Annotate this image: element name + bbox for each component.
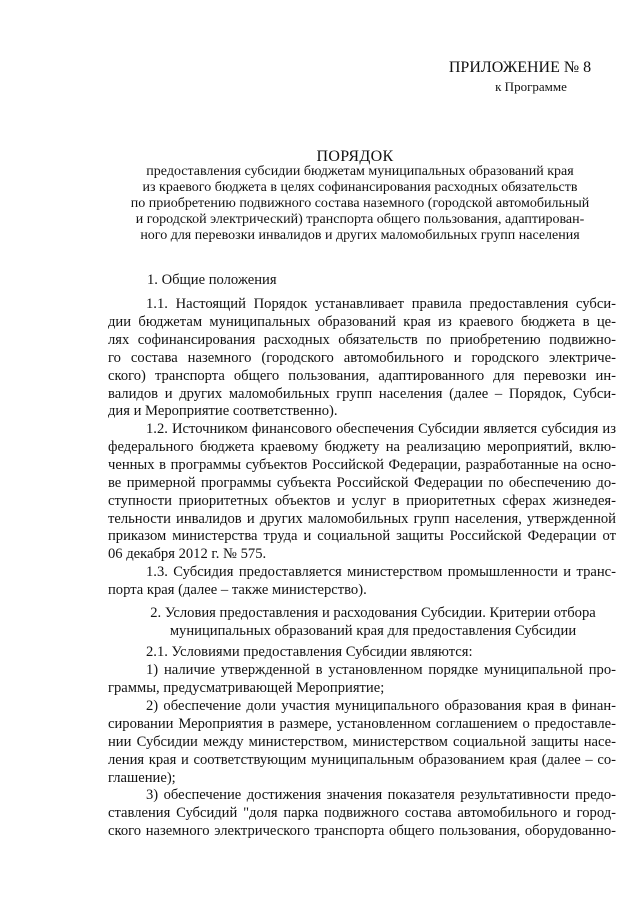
text-line: дии бюджетам муниципальных образований края из краевого бюджета в це-	[108, 313, 616, 330]
text-line: граммы, предусматривающей Мероприятие;	[108, 679, 385, 696]
text-line: ченных в программы субъектов Российской Федерации, разработанные на осно-	[108, 456, 616, 473]
appendix-header	[430, 58, 610, 96]
text-line: валидов и других маломобильных групп населения (далее – Порядок, Субси-	[108, 385, 616, 402]
section-1-heading: 1. Общие положения	[147, 272, 277, 288]
text-line: нии Субсидии между министерством, министерством социальной защиты насе-	[108, 733, 616, 750]
text-line: ступности приоритетных объектов и услуг в приоритетных сферах жизнедея-	[108, 492, 616, 509]
section-2-heading	[108, 605, 638, 641]
text-line: ве примерной программы субъекта Российской Федерации по обеспечению до-	[108, 474, 616, 491]
subtitle-line: и городской электрический) транспорта общего пользования, адаптирован-	[135, 212, 585, 227]
subtitle-line: по приобретению подвижного состава наземного (городской автомобильный	[130, 196, 590, 211]
document-subtitle	[80, 164, 640, 244]
document-title: ПОРЯДОК	[316, 148, 394, 165]
text-line: 1.2. Источником финансового обеспечения Субсидии является субсидия из	[146, 421, 616, 437]
subtitle-line: ного для перевозки инвалидов и других маломобильных групп населения	[140, 228, 580, 243]
text-line: 2) обеспечение доли участия муниципального образования края в финан-	[146, 698, 616, 714]
text-line: 2.1. Условиями предоставления Субсидии являются:	[146, 644, 473, 660]
subtitle-line: предоставления субсидии бюджетам муниципальных образований края	[146, 164, 574, 179]
paragraph-2-1	[108, 644, 616, 662]
text-line: ского наземного электрического транспорта общего пользования, оборудованно-	[108, 822, 616, 839]
paragraph-2-1-1	[108, 662, 616, 698]
text-line: дия и Мероприятие соответственно).	[108, 403, 338, 420]
text-line: ского) транспорта общего пользования, адаптированного для перевозки ин-	[108, 367, 616, 384]
text-line: федерального бюджета краевому бюджету на реализацию мероприятий, вклю-	[108, 438, 616, 455]
text-line: тельности инвалидов и других маломобильных групп населения, утвержденной	[108, 510, 616, 527]
text-line: 1.1. Настоящий Порядок устанавливает правила предоставления субси-	[146, 296, 616, 312]
text-line: 3) обеспечение достижения значения показателя результативности предо-	[146, 787, 616, 803]
paragraph-1-2	[108, 421, 616, 564]
text-line: го состава наземного (городского автомобильного и городского электриче-	[108, 349, 616, 366]
text-line: порта края (далее – также министерство).	[108, 581, 367, 598]
text-line: ления края и соответствующим муниципальным образованием края (далее – со-	[108, 751, 616, 768]
text-line: лях софинансирования расходных обязательств по приобретению подвижно-	[108, 331, 616, 348]
heading-line: муниципальных образований края для предоставления Субсидии	[169, 622, 577, 639]
heading-line: 2. Условия предоставления и расходования Субсидии. Критерии отбора	[150, 605, 596, 621]
appendix-subtitle: к Программе	[495, 79, 567, 94]
paragraph-1-3	[108, 564, 616, 600]
subtitle-line: из краевого бюджета в целях софинансирования расходных обязательств	[142, 180, 578, 195]
paragraph-1-1	[108, 296, 616, 421]
text-line: глашение);	[108, 769, 176, 786]
text-line: приказом министерства труда и социальной защиты Российской Федерации от	[108, 528, 616, 545]
text-line: сировании Мероприятия в размере, установленном соглашением о предоставле-	[108, 715, 616, 732]
appendix-title: ПРИЛОЖЕНИЕ № 8	[448, 59, 592, 76]
text-line: 06 декабря 2012 г. № 575.	[108, 546, 267, 563]
paragraph-2-1-3	[108, 787, 616, 841]
text-line: 1) наличие утвержденной в установленном порядке муниципальной про-	[146, 662, 616, 678]
paragraph-2-1-2	[108, 698, 616, 788]
text-line: 1.3. Субсидия предоставляется министерством промышленности и транс-	[146, 564, 616, 580]
text-line: ставления Субсидий "доля парка подвижного состава автомобильного и город-	[108, 804, 616, 821]
